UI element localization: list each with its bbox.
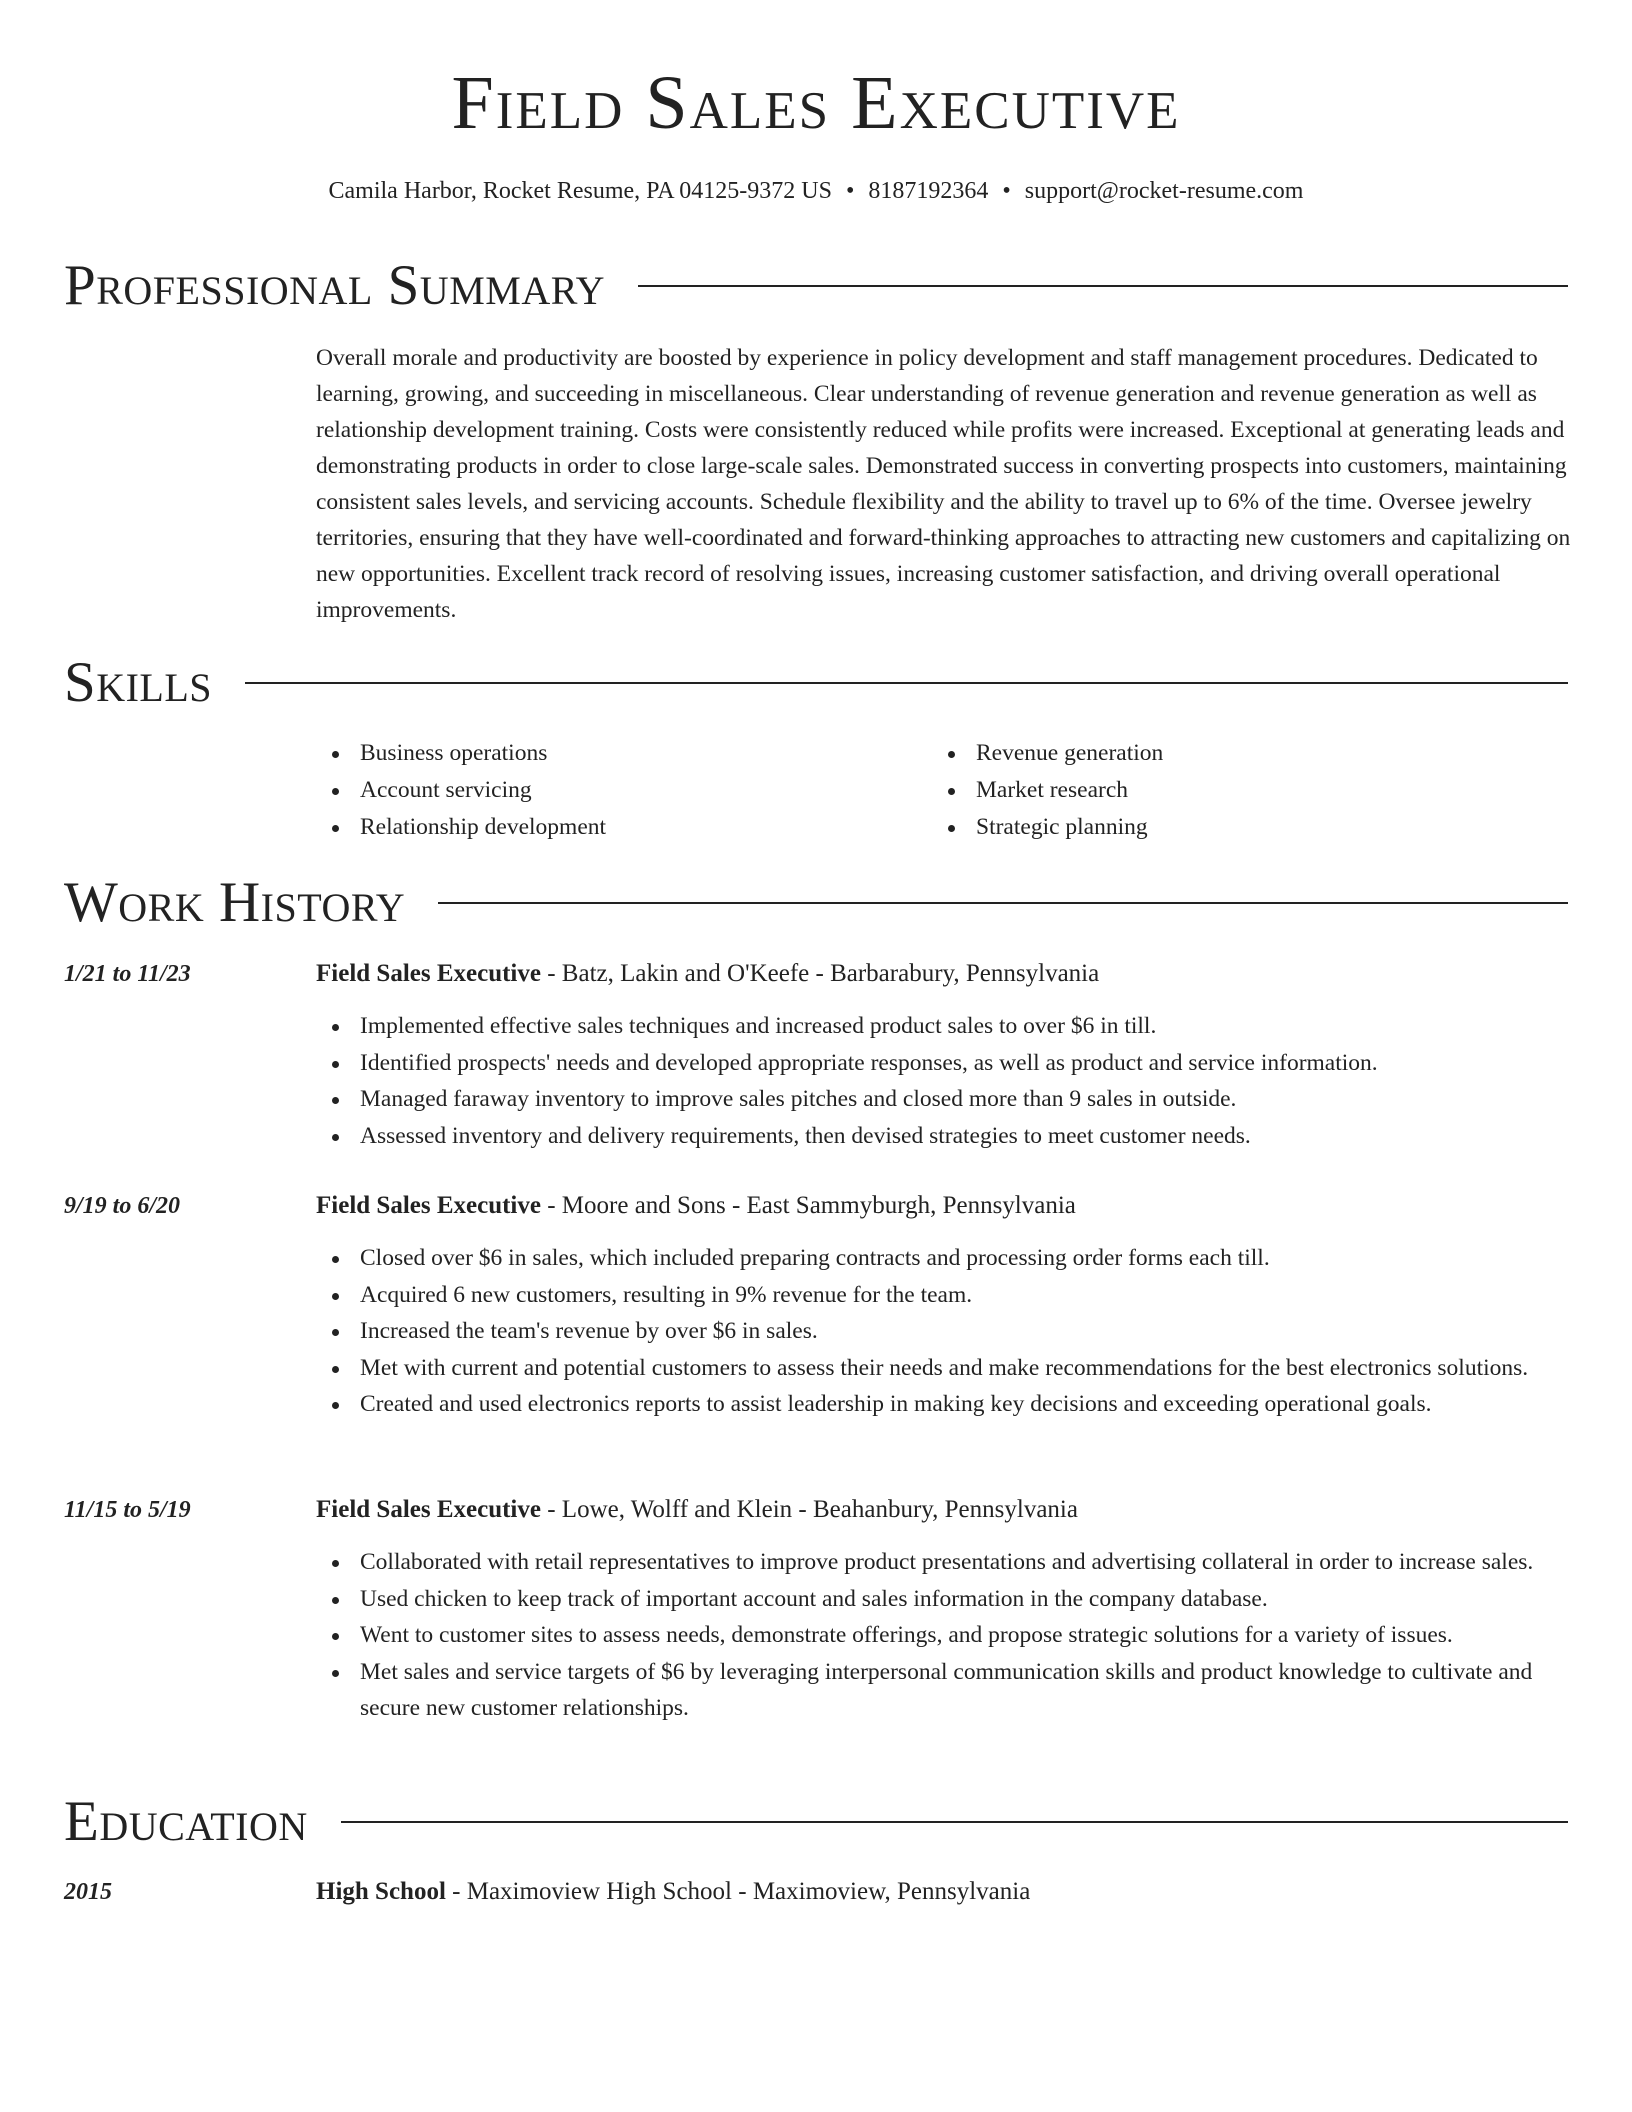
education-heading: Education xyxy=(64,1790,308,1853)
education-heading-line xyxy=(316,1876,1030,1908)
contact-address: Camila Harbor, Rocket Resume, PA 04125-9372 US xyxy=(328,178,832,204)
job-heading xyxy=(316,958,1099,990)
skills-heading: Skills xyxy=(64,651,213,714)
job-dates: 11/15 to 5/19 xyxy=(64,1497,191,1523)
summary-heading: Professional Summary xyxy=(64,254,606,317)
contact-phone: 8187192364 xyxy=(868,178,989,204)
job-heading xyxy=(316,1190,1076,1222)
job-employer-location: - Lowe, Wolff and Klein - Beahanbury, Pennsylvania xyxy=(540,1496,1078,1523)
job-dates: 1/21 to 11/23 xyxy=(64,961,191,987)
resume-name-title: Field Sales Executive xyxy=(451,61,1181,145)
job-employer-location: - Batz, Lakin and O'Keefe - Barbarabury, Pennsylvania xyxy=(540,960,1100,987)
skills-section-header xyxy=(64,651,1568,715)
job-bullet-list xyxy=(316,1008,1572,1154)
skill-item: Market research xyxy=(932,772,1532,809)
skill-item: Account servicing xyxy=(316,772,916,809)
job-bullet: Assessed inventory and delivery requirements, then devised strategies to meet customer needs. xyxy=(316,1118,1572,1155)
education-school-location: - Maximoview High School - Maximoview, Pennsylvania xyxy=(445,1878,1031,1905)
skill-item: Strategic planning xyxy=(932,809,1532,846)
skill-item: Relationship development xyxy=(316,809,916,846)
job-title: Field Sales Executive xyxy=(316,1192,541,1219)
section-divider xyxy=(638,285,1568,287)
job-bullet: Identified prospects' needs and developed appropriate responses, as well as product and service information. xyxy=(316,1045,1572,1082)
skills-list-left xyxy=(316,735,916,846)
job-bullet: Acquired 6 new customers, resulting in 9% revenue for the team. xyxy=(316,1277,1572,1314)
job-bullet-list xyxy=(316,1544,1572,1727)
skills-list-right xyxy=(932,735,1532,846)
section-divider xyxy=(245,682,1568,684)
job-bullet: Managed faraway inventory to improve sales pitches and closed more than 9 sales in outside. xyxy=(316,1081,1572,1118)
contact-line xyxy=(0,176,1632,206)
section-divider xyxy=(438,902,1568,904)
skill-item: Revenue generation xyxy=(932,735,1532,772)
work-section-header xyxy=(64,871,1568,935)
job-title: Field Sales Executive xyxy=(316,1496,541,1523)
job-bullet: Implemented effective sales techniques and increased product sales to over $6 in till. xyxy=(316,1008,1572,1045)
job-heading xyxy=(316,1494,1078,1526)
summary-section-header xyxy=(64,254,1568,318)
job-bullet: Closed over $6 in sales, which included preparing contracts and processing order forms each till. xyxy=(316,1240,1572,1277)
job-bullet: Created and used electronics reports to assist leadership in making key decisions and exceeding operational goals. xyxy=(316,1386,1572,1423)
job-bullet-list xyxy=(316,1240,1572,1423)
education-degree: High School xyxy=(316,1878,446,1905)
education-year: 2015 xyxy=(64,1879,112,1905)
job-dates: 9/19 to 6/20 xyxy=(64,1193,181,1219)
summary-text: Overall morale and productivity are boosted by experience in policy development and staff management procedures. Dedicated to learning, growing, and succeeding in miscellaneous. Clear understanding of revenue generation and revenue generation as well as relationship development training. Costs were consistently reduced while profits were increased. Exceptional at generating leads and demonstrating products in order to close large-scale sales. Demonstrated success in converting prospects into customers, maintaining consistent sales levels, and servicing accounts. Schedule flexibility and the ability to travel up to 6% of the time. Oversee jewelry territories, ensuring that they have well-coordinated and forward-thinking approaches to attracting new customers and capitalizing on new opportunities. Excellent track record of resolving issues, increasing customer satisfaction, and driving overall operational improvements. xyxy=(316,345,1571,623)
job-bullet: Went to customer sites to assess needs, demonstrate offerings, and propose strategic solutions for a variety of issues. xyxy=(316,1617,1572,1654)
job-title: Field Sales Executive xyxy=(316,960,541,987)
contact-separator: • xyxy=(1002,178,1011,204)
contact-email: support@rocket-resume.com xyxy=(1024,178,1304,204)
job-bullet: Met with current and potential customers to assess their needs and make recommendations for the best electronics solutions. xyxy=(316,1350,1572,1387)
contact-separator: • xyxy=(845,178,855,204)
job-bullet: Met sales and service targets of $6 by leveraging interpersonal communication skills and product knowledge to cultivate and secure new customer relationships. xyxy=(316,1654,1572,1727)
work-heading: Work History xyxy=(64,871,406,934)
job-employer-location: - Moore and Sons - East Sammyburgh, Pennsylvania xyxy=(540,1192,1076,1219)
job-bullet: Used chicken to keep track of important account and sales information in the company database. xyxy=(316,1581,1572,1618)
skill-item: Business operations xyxy=(316,735,916,772)
job-bullet: Collaborated with retail representatives to improve product presentations and advertising collateral in order to increase sales. xyxy=(316,1544,1572,1581)
section-divider xyxy=(341,1821,1568,1823)
education-section-header xyxy=(64,1790,1568,1854)
job-bullet: Increased the team's revenue by over $6 in sales. xyxy=(316,1313,1572,1350)
